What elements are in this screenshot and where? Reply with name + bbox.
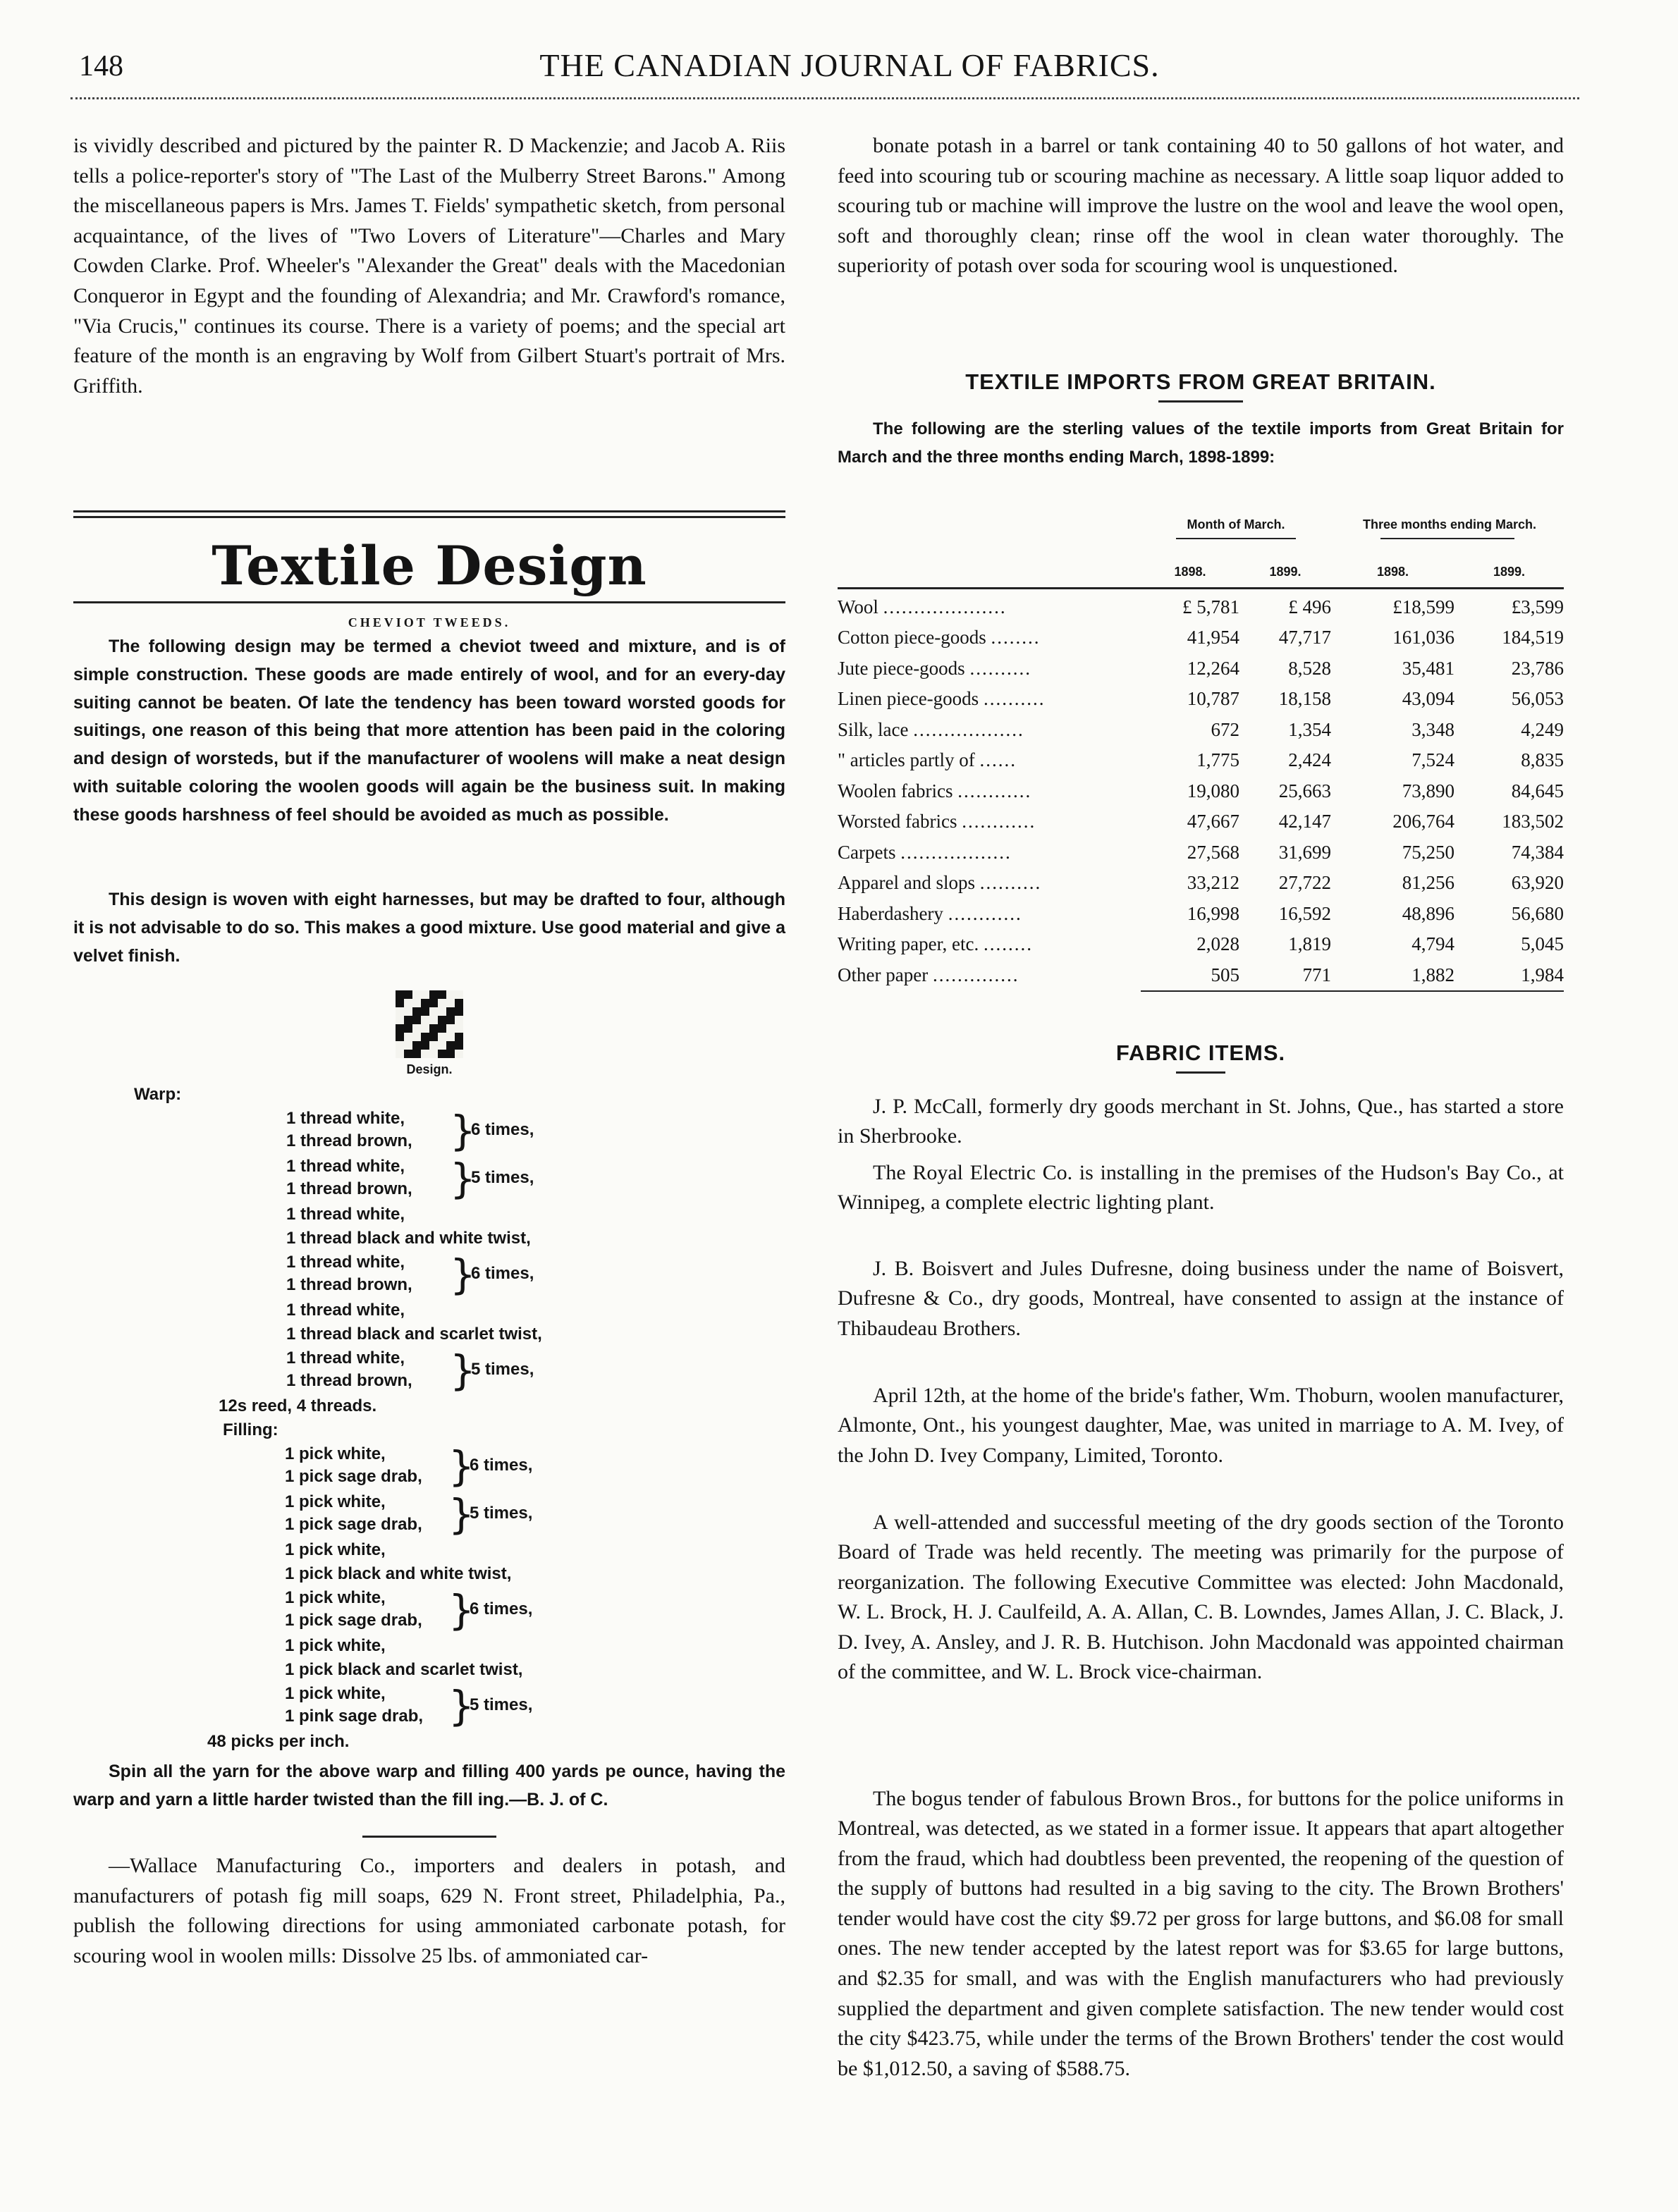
brace-glyph: } — [450, 1346, 476, 1394]
value-cell: 16,998 — [1187, 902, 1239, 924]
imports-heading: TEXTILE IMPORTS FROM GREAT BRITAIN. — [965, 369, 1436, 394]
weave-design-figure — [73, 990, 785, 1077]
row-label: Writing paper, etc. — [838, 933, 979, 955]
spec-line: 1 pick white, — [285, 1540, 386, 1559]
leader-dots: .................. — [913, 718, 1024, 740]
page-number: 148 — [79, 50, 123, 82]
row-label: Carpets — [838, 841, 896, 863]
brace-glyph: } — [448, 1682, 474, 1730]
row-label-cell — [838, 592, 1141, 623]
brace-glyph: } — [450, 1107, 476, 1155]
repeat-count: 6 times, — [471, 1120, 534, 1139]
weave-cell — [412, 999, 421, 1007]
value-cell: 2,424 — [1288, 749, 1331, 771]
value-cell: 27,568 — [1187, 841, 1239, 863]
leader-dots: ............ — [957, 780, 1032, 801]
continued-paragraph: bonate potash in a barrel or tank containing 40 to 50 gallons of hot water, and feed into scouring tub or scouring machine as necessary. A little soap liquor added to scouring tub or machine will improve the lustre on the wool and leave the wool open, soft and thoroughly clean; rinse off the wool in clean water thoroughly. The superiority of potash over soda for scouring wool is unquestioned. — [838, 134, 1564, 278]
weave-cell — [455, 1007, 463, 1016]
spin-paragraph: Spin all the yarn for the above warp and filling 400 yards pe ounce, having the warp and yarn a little harder twisted than the fill ing.—B. J. of C. — [73, 1762, 785, 1809]
weave-cell — [412, 1033, 421, 1041]
separator — [73, 1816, 785, 1841]
imports-intro: The following are the sterling values of the textile imports from Great Britain for March and the three months ending March, 1898-1899: — [838, 419, 1564, 467]
weave-cell — [455, 999, 463, 1007]
weave-cell — [446, 1033, 455, 1041]
left-column — [73, 131, 785, 2003]
weave-cell — [421, 1050, 429, 1058]
row-label: Silk, lace — [838, 718, 909, 740]
value-cell: £ 496 — [1288, 596, 1331, 617]
table-row — [838, 653, 1564, 684]
table-row — [838, 745, 1564, 776]
table-row — [838, 622, 1564, 653]
spec-group — [73, 1107, 785, 1155]
spec-line: 1 pink sage drab, — [285, 1707, 424, 1726]
filling-label: Filling: — [223, 1420, 278, 1439]
value-cell: 10,787 — [1187, 688, 1239, 710]
row-label-cell — [838, 715, 1141, 746]
value-cell: 43,094 — [1402, 688, 1455, 710]
value-cell: 47,717 — [1278, 627, 1331, 649]
value-cell: 3,348 — [1411, 718, 1455, 740]
spec-line: 1 thread white, — [286, 1205, 405, 1224]
intro-paragraph: is vividly described and pictured by the painter R. D Mackenzie; and Jacob A. Riis tells a police-reporter's story of "The Last of the Mulberry Street Barons." Among the miscellaneous papers is Mrs. James T. Fields' sympathetic sketch, from personal acquaintance, of the lives of "Two Lovers of Literature"—Charles and Mary Cowden Clarke. Prof. Wheeler's "Alexander the Great" deals with the Macedonian Conqueror in Egypt and the founding of Alexandria; and Mr. Crawford's romance, "Via Crucis," continues its course. There is a variety of poems; and the special art feature of the month is an engraving by Wolf from Gilbert Stuart's portrait of Mrs. Griffith. — [73, 134, 785, 398]
fabric-item: A well-attended and successful meeting of the dry goods section of the Toronto Board of Trade was held recently. The meeting was primarily for the purpose of reorganization. The following Executive Committee was elected: John Macdonald, W. L. Brock, H. J. Caulfeild, A. A. Allan, C. B. Lowndes, James Allan, J. C. Black, J. D. Ivey, A. Ansley, and J. R. B. Hutchison. John Macdonald was appointed chairman of the committee, and W. L. Brock vice-chairman. — [838, 1510, 1564, 1684]
table-row — [838, 776, 1564, 807]
leader-dots: ........ — [991, 627, 1041, 649]
weave-cell — [455, 1016, 463, 1024]
cheviot-subheading: CHEVIOT TWEEDS. — [348, 615, 511, 629]
fabric-item: The bogus tender of fabulous Brown Bros., for buttons for the police uniforms in Montreal, was detected, as we stated in a former issue. It appears that apart altogether from the fraud, which had doubtless been prevented, the reopening of the question of the supply of buttons had resulted in a big saving to the city. The Brown Brothers' tender would have cost the city $9.72 per gross for large buttons, and $6.08 for small ones. The new tender accepted by the latest report was for $3.65 for large buttons, and $2.35 for small, and was with the English manufacturers who had previously supplied the department and given complete satisfaction. The new tender would cost the city $423.75, while under the terms of the Brown Brothers' tender the cost would be $1,012.50, a saving of $588.75. — [838, 1786, 1564, 2080]
row-label-cell — [838, 776, 1141, 807]
value-cell: 12,264 — [1187, 657, 1239, 679]
value-cell: 41,954 — [1187, 627, 1239, 649]
month-of-march-header: Month of March. — [1141, 500, 1331, 556]
brace-glyph: } — [448, 1490, 474, 1538]
weave-cell — [396, 990, 404, 999]
weave-cell — [429, 990, 438, 999]
weave-cell — [404, 990, 412, 999]
heading-rule — [1158, 400, 1243, 403]
row-label-cell — [838, 684, 1141, 715]
header-rule — [71, 97, 1579, 99]
weave-cell — [438, 1016, 446, 1024]
spec-line: 1 pick sage drab, — [285, 1611, 422, 1630]
weave-cell — [438, 1050, 446, 1058]
value-cell: 75,250 — [1402, 841, 1455, 863]
weave-cell — [429, 1041, 438, 1050]
weave-cell — [412, 1041, 421, 1050]
weave-cell — [429, 1050, 438, 1058]
year-header: 1899. — [1493, 564, 1526, 579]
reed-line: 12s reed, 4 threads. — [219, 1396, 377, 1415]
weave-cell — [438, 999, 446, 1007]
value-cell: 184,519 — [1502, 627, 1564, 649]
row-label-cell — [838, 929, 1141, 960]
fabric-item: The Royal Electric Co. is installing in the premises of the Hudson's Bay Co., at Winnipeg, a complete electric lighting plant. — [838, 1160, 1564, 1215]
weave-cell — [396, 1024, 404, 1033]
weave-cell — [412, 1007, 421, 1016]
row-label: Jute piece-goods — [838, 657, 965, 679]
weave-cell — [396, 1007, 404, 1016]
value-cell: 35,481 — [1402, 657, 1455, 679]
weave-cell — [438, 990, 446, 999]
value-cell: 1,775 — [1196, 749, 1239, 771]
value-cell: 672 — [1211, 718, 1239, 740]
repeat-count: 6 times, — [471, 1264, 534, 1283]
row-label: Woolen fabrics — [838, 780, 953, 801]
table-row — [838, 899, 1564, 930]
spec-group — [73, 1586, 785, 1634]
value-cell: 47,667 — [1187, 811, 1239, 832]
spec-group — [73, 1682, 785, 1730]
fabric-items-heading: FABRIC ITEMS. — [1115, 1040, 1286, 1065]
title-rule — [73, 601, 785, 603]
section-double-rule — [73, 510, 785, 518]
table-row — [838, 960, 1564, 992]
warp-label: Warp: — [134, 1085, 182, 1104]
fabric-item: April 12th, at the home of the bride's father, Wm. Thoburn, woolen manufacturer, Almonte, Ont., his youngest daughter, Mae, was united in marriage to A. M. Ivey, of the John D. Ivey Company, Limited, Toronto. — [838, 1383, 1564, 1467]
table-row — [838, 592, 1564, 623]
spec-line: 1 thread white, — [286, 1157, 405, 1176]
value-cell: 56,053 — [1511, 688, 1564, 710]
spec-line: 1 pick white, — [285, 1636, 386, 1655]
table-row — [838, 929, 1564, 960]
brace-glyph: } — [448, 1586, 474, 1634]
spec-group — [73, 1251, 785, 1298]
value-cell: 33,212 — [1187, 872, 1239, 894]
year-header: 1899. — [1269, 564, 1302, 579]
leader-dots: ........ — [984, 933, 1033, 955]
spec-line: 1 thread white, — [286, 1348, 405, 1368]
weave-specification — [73, 1083, 785, 1754]
value-cell: 56,680 — [1511, 902, 1564, 924]
row-label: Cotton piece-goods — [838, 627, 986, 649]
weave-cell — [404, 1041, 412, 1050]
weave-cell — [455, 1041, 463, 1050]
row-label-cell — [838, 653, 1141, 684]
weave-cell — [421, 999, 429, 1007]
row-label: Linen piece-goods — [838, 688, 979, 710]
leader-dots: .......... — [969, 657, 1031, 679]
row-label-cell — [838, 745, 1141, 776]
value-cell: 1,819 — [1288, 933, 1331, 955]
value-cell: £ 5,781 — [1182, 596, 1239, 617]
warp-list — [73, 1107, 785, 1394]
spec-line: 1 pick sage drab, — [285, 1515, 422, 1534]
spec-line: 1 thread brown, — [286, 1131, 412, 1150]
spec-line: 1 thread white, — [286, 1301, 405, 1320]
brace-glyph: } — [448, 1442, 474, 1490]
design-caption: Design. — [406, 1062, 453, 1076]
right-column — [838, 131, 1564, 2185]
repeat-count: 5 times, — [470, 1695, 533, 1714]
row-label-cell — [838, 899, 1141, 930]
value-cell: 1,882 — [1411, 964, 1455, 985]
value-cell: 84,645 — [1511, 780, 1564, 801]
value-cell: 4,794 — [1411, 933, 1455, 955]
value-cell: 8,528 — [1288, 657, 1331, 679]
weave-cell — [421, 1016, 429, 1024]
weave-cell — [404, 1033, 412, 1041]
value-cell: 16,592 — [1278, 902, 1331, 924]
spec-line: 1 thread white, — [286, 1109, 405, 1128]
weave-cell — [429, 1007, 438, 1016]
value-cell: 2,028 — [1196, 933, 1239, 955]
weave-cell — [404, 999, 412, 1007]
imports-table — [838, 500, 1564, 1022]
row-label: Other paper — [838, 964, 929, 986]
weave-cell — [412, 1050, 421, 1058]
spec-line: 1 pick white, — [285, 1684, 386, 1703]
heading-rule — [1176, 1071, 1225, 1074]
table-row — [838, 806, 1564, 837]
year-header: 1898. — [1174, 564, 1206, 579]
weave-cell — [446, 1050, 455, 1058]
spec-line: 1 pick white, — [285, 1588, 386, 1607]
weave-cell — [446, 1041, 455, 1050]
value-cell: 183,502 — [1502, 811, 1564, 832]
weave-cell — [412, 1024, 421, 1033]
weave-cell — [421, 990, 429, 999]
weave-cell — [396, 1050, 404, 1058]
filling-list — [73, 1442, 785, 1730]
weave-cell — [455, 990, 463, 999]
weave-cell — [421, 1033, 429, 1041]
value-cell: 771 — [1302, 964, 1331, 985]
wallace-paragraph: —Wallace Manufacturing Co., importers and dealers in potash, and manufacturers of potash fig mill soaps, 629 N. Front street, Philadelphia, Pa., publish the following directions for using ammoniated carbonate potash, for scouring wool in woolen mills: Dissolve 25 lbs. of ammoniated car- — [73, 1854, 785, 1967]
weave-cell — [421, 1024, 429, 1033]
weave-cell — [404, 1007, 412, 1016]
spec-group — [73, 1155, 785, 1203]
table-row — [838, 715, 1564, 746]
value-cell: 206,764 — [1392, 811, 1455, 832]
repeat-count: 5 times, — [470, 1504, 533, 1523]
row-label-cell — [838, 806, 1141, 837]
row-label: " articles partly of — [838, 749, 975, 771]
weave-cell — [429, 1016, 438, 1024]
weave-cell — [412, 1016, 421, 1024]
spec-line: 1 pick white, — [285, 1444, 386, 1463]
table-row — [838, 868, 1564, 899]
weave-cell — [455, 1024, 463, 1033]
weave-cell — [446, 1016, 455, 1024]
value-cell: 63,920 — [1511, 872, 1564, 894]
value-cell: 505 — [1211, 964, 1239, 985]
spec-line: 1 thread black and white twist, — [286, 1229, 531, 1248]
value-cell: 31,699 — [1278, 841, 1331, 863]
spec-line: 1 thread black and scarlet twist, — [286, 1325, 542, 1344]
row-label: Apparel and slops — [838, 872, 975, 894]
weave-cell — [446, 999, 455, 1007]
spec-line: 1 pick black and scarlet twist, — [285, 1660, 523, 1679]
row-label-cell — [838, 960, 1141, 992]
weave-cell — [396, 1033, 404, 1041]
leader-dots: .................... — [883, 596, 1007, 617]
spec-line: 1 pick black and white twist, — [285, 1564, 512, 1583]
weave-cell — [446, 990, 455, 999]
spec-line: 1 thread brown, — [286, 1371, 412, 1390]
repeat-count: 6 times, — [470, 1599, 533, 1618]
row-label-cell — [838, 622, 1141, 653]
year-header: 1898. — [1376, 564, 1409, 579]
repeat-count: 5 times, — [471, 1168, 534, 1187]
weave-cell — [404, 1050, 412, 1058]
value-cell: 161,036 — [1392, 627, 1455, 649]
value-cell: 1,984 — [1521, 964, 1564, 985]
brace-glyph: } — [450, 1155, 476, 1203]
spec-line: 1 pick white, — [285, 1492, 386, 1511]
row-label-cell — [838, 837, 1141, 868]
weave-cell — [455, 1033, 463, 1041]
spec-line: 1 thread white, — [286, 1253, 405, 1272]
value-cell: 5,045 — [1521, 933, 1564, 955]
weave-cell — [446, 1007, 455, 1016]
value-cell: 42,147 — [1278, 811, 1331, 832]
weave-cell — [396, 999, 404, 1007]
row-label: Wool — [838, 596, 878, 617]
repeat-count: 6 times, — [470, 1456, 533, 1475]
table-row — [838, 837, 1564, 868]
weave-cell — [429, 999, 438, 1007]
fabric-item: J. B. Boisvert and Jules Dufresne, doing business under the name of Boisvert, Dufresne & Co., dry goods, Montreal, have consented to assign at the instance of Thibaudeau Brothers. — [838, 1256, 1564, 1340]
weave-cell — [421, 1041, 429, 1050]
weave-cell — [396, 1016, 404, 1024]
row-label: Worsted fabrics — [838, 811, 957, 832]
weave-cell — [404, 1024, 412, 1033]
weave-cell — [412, 990, 421, 999]
value-cell: £3,599 — [1511, 596, 1564, 617]
design-paragraph-1: The following design may be termed a cheviot tweed and mixture, and is of simple construction. These goods are made entirely of wool, and for an every-day suiting cannot be beaten. Of late the tendency has been toward worsted goods for suitings, one reason of this being that more attention has been paid in the coloring and design of worsteds, but if the manufacturer of woolens will make a neat design with suitable coloring the woolen goods will again be the business suit. In making these goods harshness of feel should be avoided as much as possible. — [73, 637, 785, 825]
weave-cell — [396, 1041, 404, 1050]
leader-dots: .......... — [979, 872, 1042, 894]
spec-line: 1 thread brown, — [286, 1179, 412, 1198]
weave-cell — [446, 1024, 455, 1033]
spec-group — [73, 1346, 785, 1394]
value-cell: 4,249 — [1521, 718, 1564, 740]
fabric-item: J. P. McCall, formerly dry goods merchant in St. Johns, Que., has started a store in Sherbrooke. — [838, 1094, 1564, 1148]
value-cell: 19,080 — [1187, 780, 1239, 801]
leader-dots: .................. — [900, 841, 1012, 863]
spec-line: 1 pick sage drab, — [285, 1467, 422, 1486]
journal-title: THE CANADIAN JOURNAL OF FABRICS. — [539, 47, 1160, 83]
picks-line: 48 picks per inch. — [207, 1732, 350, 1751]
weave-pattern — [396, 990, 463, 1058]
weave-cell — [404, 1016, 412, 1024]
weave-cell — [438, 1007, 446, 1016]
weave-cell — [421, 1007, 429, 1016]
spec-line: 1 thread brown, — [286, 1275, 412, 1294]
design-paragraph-2: This design is woven with eight harnesses, but may be drafted to four, although it is not advisable to do so. This makes a good mixture. Use good material and give a velvet finish. — [73, 890, 785, 966]
table-row — [838, 684, 1564, 715]
value-cell: 27,722 — [1278, 872, 1331, 894]
leader-dots: .............. — [932, 964, 1019, 986]
value-cell: 7,524 — [1411, 749, 1455, 771]
value-cell: 18,158 — [1278, 688, 1331, 710]
value-cell: 81,256 — [1402, 872, 1455, 894]
leader-dots: .......... — [983, 688, 1046, 710]
leader-dots: ............ — [962, 811, 1036, 832]
spec-group — [73, 1442, 785, 1490]
value-cell: 1,354 — [1288, 718, 1331, 740]
value-cell: £18,599 — [1392, 596, 1455, 617]
weave-cell — [438, 1041, 446, 1050]
weave-cell — [438, 1024, 446, 1033]
value-cell: 73,890 — [1402, 780, 1455, 801]
value-cell: 74,384 — [1511, 841, 1564, 863]
leader-dots: ............ — [948, 902, 1022, 924]
value-cell: 23,786 — [1511, 657, 1564, 679]
textile-design-title: Textile Design — [212, 534, 647, 597]
value-cell: 48,896 — [1402, 902, 1455, 924]
fabric-items-list — [838, 1092, 1564, 2179]
three-months-header: Three months ending March. — [1331, 500, 1564, 556]
brace-glyph: } — [450, 1251, 476, 1298]
repeat-count: 5 times, — [471, 1360, 534, 1379]
spec-group — [73, 1490, 785, 1538]
weave-cell — [429, 1024, 438, 1033]
row-label-cell — [838, 868, 1141, 899]
value-cell: 8,835 — [1521, 749, 1564, 771]
weave-cell — [429, 1033, 438, 1041]
weave-cell — [438, 1033, 446, 1041]
row-label: Haberdashery — [838, 902, 943, 924]
value-cell: 25,663 — [1278, 780, 1331, 801]
leader-dots: ...... — [979, 749, 1017, 771]
weave-cell — [455, 1050, 463, 1058]
